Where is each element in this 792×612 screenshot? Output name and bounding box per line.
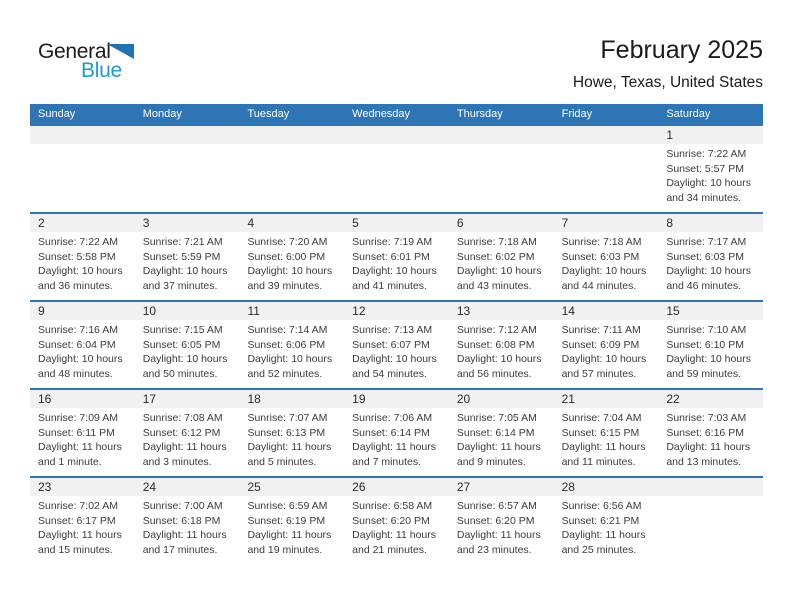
sunset-text: Sunset: 6:08 PM [456, 338, 535, 351]
daylight-text: Daylight: 10 hours and 34 minutes. [666, 177, 751, 204]
sunrise-text: Sunrise: 6:57 AM [456, 500, 537, 512]
daylight-text: Daylight: 10 hours and 41 minutes. [352, 265, 437, 292]
sunrise-text: Sunrise: 7:15 AM [142, 324, 223, 336]
calendar-day-cell [658, 126, 763, 212]
sunrise-text: Sunrise: 7:19 AM [352, 236, 433, 248]
day-number: 27 [456, 480, 471, 494]
day-number: 3 [142, 216, 150, 230]
sunset-text: Sunset: 6:03 PM [561, 250, 640, 263]
day-details [239, 320, 344, 381]
day-number: 8 [666, 216, 673, 230]
day-number-band [30, 478, 135, 496]
sunset-text: Sunset: 6:00 PM [247, 250, 326, 263]
day-details [449, 496, 554, 557]
daylight-text: Daylight: 10 hours and 54 minutes. [352, 353, 437, 380]
calendar-day-cell [658, 390, 763, 476]
calendar-day-cell [658, 214, 763, 300]
calendar-day-cell [30, 478, 135, 564]
sunset-text: Sunset: 6:12 PM [142, 426, 221, 439]
sunrise-text: Sunrise: 6:59 AM [247, 500, 328, 512]
calendar-day-cell [554, 126, 659, 212]
day-number-band [30, 390, 135, 408]
day-number: 22 [666, 392, 680, 406]
logo-triangle-icon [107, 44, 134, 59]
sunrise-text: Sunrise: 7:07 AM [247, 412, 328, 424]
day-details [239, 408, 344, 469]
sunrise-text: Sunrise: 7:22 AM [666, 148, 747, 160]
day-details [135, 320, 240, 381]
daylight-text: Daylight: 11 hours and 25 minutes. [561, 529, 646, 556]
day-number: 18 [247, 392, 261, 406]
day-number-band [344, 126, 449, 144]
daylight-text: Daylight: 11 hours and 1 minute. [38, 441, 122, 468]
calendar-day-cell [658, 478, 763, 564]
daylight-text: Daylight: 10 hours and 48 minutes. [38, 353, 123, 380]
day-details [554, 408, 659, 469]
day-number: 19 [352, 392, 366, 406]
sunset-text: Sunset: 6:18 PM [142, 514, 221, 527]
day-number-band [344, 478, 449, 496]
day-details [344, 320, 449, 381]
day-number: 17 [142, 392, 157, 406]
day-number-band [30, 214, 135, 232]
sunset-text: Sunset: 5:57 PM [666, 162, 744, 175]
calendar-day-cell [554, 214, 659, 300]
calendar-day-cell [135, 390, 240, 476]
calendar-day-cell [135, 302, 240, 388]
day-number-band [239, 390, 344, 408]
daylight-text: Daylight: 10 hours and 37 minutes. [142, 265, 228, 292]
daylight-text: Daylight: 11 hours and 9 minutes. [456, 441, 541, 468]
sunrise-text: Sunrise: 7:18 AM [456, 236, 537, 248]
day-details [344, 232, 449, 293]
calendar-day-cell [30, 302, 135, 388]
day-details [449, 320, 554, 381]
day-details [239, 496, 344, 557]
sunset-text: Sunset: 6:13 PM [247, 426, 326, 439]
sunset-text: Sunset: 6:04 PM [38, 338, 116, 351]
sunrise-text: Sunrise: 7:16 AM [38, 324, 118, 336]
calendar-day-cell [135, 214, 240, 300]
calendar-week-row [30, 476, 763, 564]
day-number-band [658, 214, 763, 232]
sunrise-text: Sunrise: 7:12 AM [456, 324, 537, 336]
sunrise-text: Sunrise: 7:14 AM [247, 324, 328, 336]
day-number: 7 [561, 216, 569, 230]
day-number: 21 [561, 392, 575, 406]
sunrise-text: Sunrise: 7:06 AM [352, 412, 433, 424]
day-details [30, 232, 135, 293]
day-number: 6 [456, 216, 464, 230]
day-number: 24 [142, 480, 157, 494]
daylight-text: Daylight: 11 hours and 5 minutes. [247, 441, 332, 468]
daylight-text: Daylight: 10 hours and 57 minutes. [561, 353, 647, 380]
weekday-header-friday: Friday [561, 108, 593, 120]
daylight-text: Daylight: 11 hours and 3 minutes. [142, 441, 227, 468]
sunset-text: Sunset: 6:21 PM [561, 514, 640, 527]
sunrise-text: Sunrise: 7:09 AM [38, 412, 118, 424]
day-details [658, 232, 763, 293]
day-details [30, 320, 135, 381]
daylight-text: Daylight: 10 hours and 59 minutes. [666, 353, 751, 380]
daylight-text: Daylight: 11 hours and 15 minutes. [38, 529, 122, 556]
sunset-text: Sunset: 6:11 PM [38, 426, 115, 439]
day-details [344, 408, 449, 469]
day-number-band [554, 390, 659, 408]
day-number-band [449, 302, 554, 320]
calendar-day-cell [449, 214, 554, 300]
daylight-text: Daylight: 10 hours and 39 minutes. [247, 265, 333, 292]
day-number: 2 [38, 216, 45, 230]
day-details [554, 232, 659, 293]
day-number-band [554, 214, 659, 232]
day-details [135, 496, 240, 557]
day-number-band [658, 478, 763, 496]
day-number: 23 [38, 480, 52, 494]
location-subtitle: Howe, Texas, United States [572, 73, 763, 91]
calendar-day-cell [239, 390, 344, 476]
daylight-text: Daylight: 11 hours and 7 minutes. [352, 441, 437, 468]
sunset-text: Sunset: 6:07 PM [352, 338, 430, 351]
day-number: 5 [352, 216, 359, 230]
sunrise-text: Sunrise: 7:08 AM [142, 412, 223, 424]
day-details [658, 408, 763, 469]
daylight-text: Daylight: 10 hours and 43 minutes. [456, 265, 542, 292]
daylight-text: Daylight: 10 hours and 46 minutes. [666, 265, 751, 292]
sunrise-text: Sunrise: 7:00 AM [142, 500, 223, 512]
calendar-day-cell [344, 302, 449, 388]
sunset-text: Sunset: 6:14 PM [456, 426, 535, 439]
day-number-band [344, 302, 449, 320]
day-details [135, 408, 240, 469]
calendar-day-cell [344, 126, 449, 212]
day-number-band [658, 390, 763, 408]
sunset-text: Sunset: 6:17 PM [38, 514, 116, 527]
day-details [239, 232, 344, 293]
day-number: 25 [247, 480, 261, 494]
day-number-band [449, 214, 554, 232]
day-details [344, 496, 449, 557]
day-number: 20 [456, 392, 471, 406]
day-number-band [239, 214, 344, 232]
sunset-text: Sunset: 6:02 PM [456, 250, 535, 263]
general-blue-logo [38, 40, 168, 88]
sunrise-text: Sunrise: 7:04 AM [561, 412, 642, 424]
weekday-header-saturday: Saturday [666, 108, 711, 120]
day-number: 10 [142, 304, 157, 318]
weekday-header-row [30, 104, 763, 124]
calendar-week-row [30, 124, 763, 212]
calendar-day-cell [344, 390, 449, 476]
day-number: 11 [247, 304, 260, 318]
calendar-grid [30, 104, 763, 564]
day-number: 12 [352, 304, 366, 318]
sunset-text: Sunset: 6:20 PM [352, 514, 430, 527]
day-number-band [239, 478, 344, 496]
daylight-text: Daylight: 10 hours and 44 minutes. [561, 265, 647, 292]
day-number-band [344, 214, 449, 232]
day-number-band [135, 126, 240, 144]
calendar-day-cell [239, 478, 344, 564]
month-title: February 2025 [600, 36, 763, 64]
day-details [449, 232, 554, 293]
sunrise-text: Sunrise: 7:22 AM [38, 236, 118, 248]
sunset-text: Sunset: 6:14 PM [352, 426, 430, 439]
day-details [554, 496, 659, 557]
day-number-band [239, 126, 344, 144]
sunrise-text: Sunrise: 7:17 AM [666, 236, 747, 248]
calendar-day-cell [554, 302, 659, 388]
sunrise-text: Sunrise: 7:10 AM [666, 324, 747, 336]
calendar-day-cell [658, 302, 763, 388]
weekday-header-thursday: Thursday [456, 108, 503, 120]
sunrise-text: Sunrise: 6:58 AM [352, 500, 433, 512]
daylight-text: Daylight: 10 hours and 36 minutes. [38, 265, 123, 292]
weekday-header-wednesday: Wednesday [352, 108, 411, 120]
sunset-text: Sunset: 6:01 PM [352, 250, 430, 263]
title-block [573, 36, 763, 92]
day-number: 1 [666, 128, 673, 142]
day-details [554, 320, 659, 381]
daylight-text: Daylight: 11 hours and 13 minutes. [666, 441, 751, 468]
day-number: 28 [561, 480, 575, 494]
day-details [449, 408, 554, 469]
sunset-text: Sunset: 6:19 PM [247, 514, 326, 527]
day-number: 9 [38, 304, 45, 318]
sunset-text: Sunset: 6:15 PM [561, 426, 640, 439]
day-details [30, 496, 135, 557]
day-number: 4 [247, 216, 255, 230]
sunset-text: Sunset: 5:58 PM [38, 250, 116, 263]
day-number-band [135, 478, 240, 496]
day-number-band [658, 126, 763, 144]
calendar-weeks [30, 124, 763, 564]
calendar-day-cell [239, 214, 344, 300]
calendar-day-cell [239, 126, 344, 212]
day-number: 16 [38, 392, 52, 406]
day-number-band [554, 302, 659, 320]
sunrise-text: Sunrise: 7:20 AM [247, 236, 328, 248]
weekday-header-sunday: Sunday [38, 108, 76, 120]
calendar-day-cell [449, 390, 554, 476]
calendar-week-row [30, 212, 763, 300]
daylight-text: Daylight: 10 hours and 50 minutes. [142, 353, 228, 380]
day-number-band [658, 302, 763, 320]
sunset-text: Sunset: 6:10 PM [666, 338, 744, 351]
day-number-band [554, 478, 659, 496]
daylight-text: Daylight: 11 hours and 19 minutes. [247, 529, 332, 556]
day-number-band [135, 302, 240, 320]
weekday-header-monday: Monday [142, 108, 182, 120]
calendar-day-cell [30, 214, 135, 300]
sunrise-text: Sunrise: 7:11 AM [561, 324, 641, 336]
day-number-band [135, 390, 240, 408]
sunrise-text: Sunrise: 7:13 AM [352, 324, 433, 336]
daylight-text: Daylight: 11 hours and 21 minutes. [352, 529, 437, 556]
sunrise-text: Sunrise: 7:21 AM [142, 236, 223, 248]
calendar-day-cell [344, 214, 449, 300]
day-number-band [239, 302, 344, 320]
day-details [135, 232, 240, 293]
day-number-band [135, 214, 240, 232]
day-details [30, 408, 135, 469]
sunrise-text: Sunrise: 7:03 AM [666, 412, 747, 424]
calendar-day-cell [554, 478, 659, 564]
calendar-day-cell [554, 390, 659, 476]
sunset-text: Sunset: 6:06 PM [247, 338, 326, 351]
sunset-text: Sunset: 5:59 PM [142, 250, 221, 263]
sunset-text: Sunset: 6:09 PM [561, 338, 640, 351]
logo-text-blue: Blue [81, 59, 122, 82]
daylight-text: Daylight: 11 hours and 17 minutes. [142, 529, 227, 556]
weekday-header-tuesday: Tuesday [247, 108, 290, 120]
logo-text-general: General [38, 40, 111, 63]
day-number-band [449, 478, 554, 496]
calendar-day-cell [135, 126, 240, 212]
day-number-band [449, 126, 554, 144]
calendar-day-cell [344, 478, 449, 564]
sunset-text: Sunset: 6:16 PM [666, 426, 744, 439]
day-number: 13 [456, 304, 471, 318]
calendar-day-cell [449, 126, 554, 212]
day-number-band [30, 302, 135, 320]
daylight-text: Daylight: 10 hours and 56 minutes. [456, 353, 542, 380]
calendar-day-cell [135, 478, 240, 564]
calendar-day-cell [449, 478, 554, 564]
calendar-day-cell [449, 302, 554, 388]
sunset-text: Sunset: 6:20 PM [456, 514, 535, 527]
day-number: 14 [561, 304, 575, 318]
daylight-text: Daylight: 10 hours and 52 minutes. [247, 353, 333, 380]
sunset-text: Sunset: 6:03 PM [666, 250, 744, 263]
daylight-text: Daylight: 11 hours and 11 minutes. [561, 441, 646, 468]
day-number-band [554, 126, 659, 144]
day-number-band [344, 390, 449, 408]
sunrise-text: Sunrise: 7:05 AM [456, 412, 537, 424]
day-number: 15 [666, 304, 680, 318]
day-number-band [449, 390, 554, 408]
sunrise-text: Sunrise: 6:56 AM [561, 500, 642, 512]
calendar-week-row [30, 388, 763, 476]
calendar-day-cell [239, 302, 344, 388]
calendar-day-cell [30, 126, 135, 212]
day-number-band [30, 126, 135, 144]
sunrise-text: Sunrise: 7:18 AM [561, 236, 642, 248]
day-details [658, 144, 763, 205]
day-number: 26 [352, 480, 366, 494]
calendar-week-row [30, 300, 763, 388]
sunset-text: Sunset: 6:05 PM [142, 338, 221, 351]
daylight-text: Daylight: 11 hours and 23 minutes. [456, 529, 541, 556]
day-details [658, 320, 763, 381]
calendar-day-cell [30, 390, 135, 476]
sunrise-text: Sunrise: 7:02 AM [38, 500, 118, 512]
